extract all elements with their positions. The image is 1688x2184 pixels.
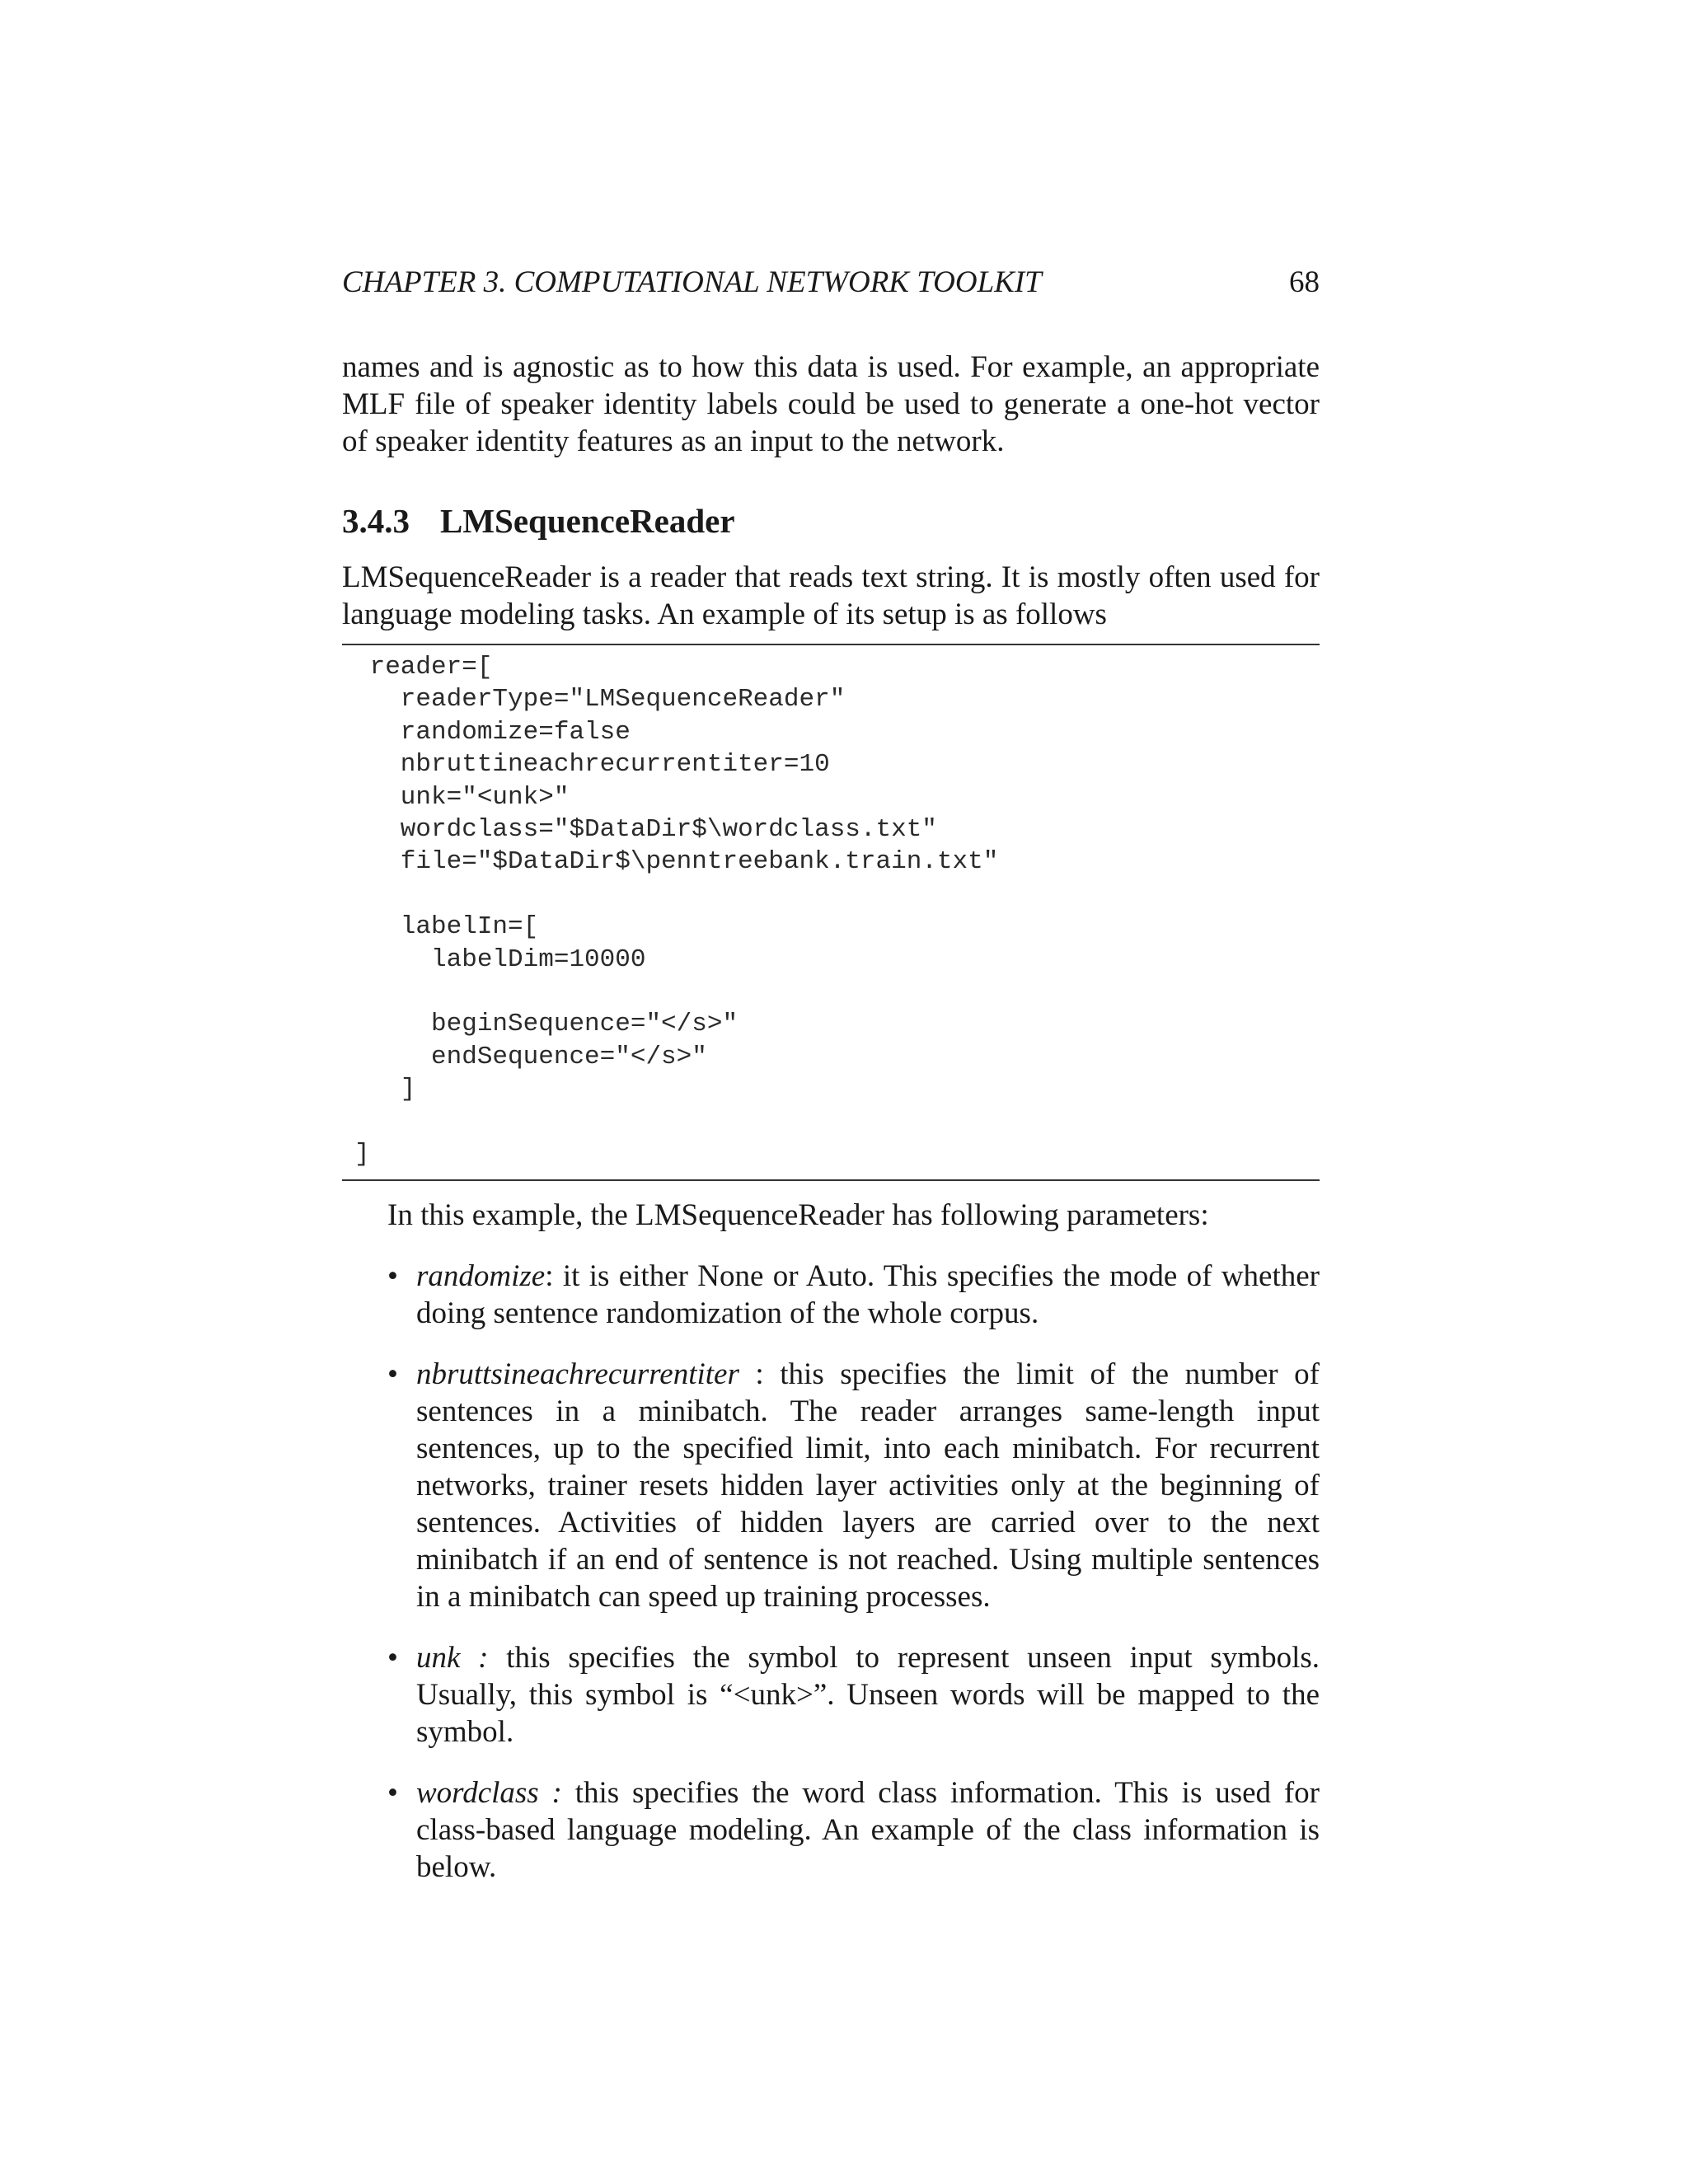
parameter-term: unk : — [416, 1641, 489, 1675]
bullet-icon: • — [387, 1641, 398, 1675]
parameter-description: : it is either None or Auto. This specifies the mode of whether doing sentence randomization of the whole corpus. — [416, 1259, 1320, 1330]
code-line: beginSequence="</s>" — [354, 1010, 738, 1039]
parameter-description: this specifies the word class information. This is used for class-based language modeling. An example of the class information is below. — [416, 1776, 1320, 1884]
running-header — [342, 262, 1320, 303]
code-bottom-rule — [342, 1179, 1320, 1181]
parameter-description: this specifies the symbol to represent unseen input symbols. Usually, this symbol is “<unk>”. Unseen words will be mapped to the symbol. — [416, 1641, 1320, 1749]
code-top-rule — [342, 644, 1320, 645]
lead-paragraph: names and is agnostic as to how this data is used. For example, an appropriate MLF file of speaker identity labels could be used to generate a one-hot vector of speaker identity features as an input to the network. — [342, 350, 1320, 458]
parameter-description: : this specifies the limit of the number of sentences in a minibatch. The reader arranges same-length input sentences, up to the specified limit, into each minibatch. For recurrent networks, trainer resets hidden layer activities only at the beginning of sentences. Activities of hidden layers are carried over to the next minibatch if an end of sentence is not reached. Using multiple sentences in a minibatch can speed up training processes. — [416, 1357, 1320, 1614]
code-listing — [354, 651, 998, 1171]
parameter-item — [387, 1258, 1320, 1332]
parameter-term: randomize — [416, 1259, 546, 1293]
code-line: file="$DataDir$\penntreebank.train.txt" — [354, 847, 999, 877]
code-line: randomize=false — [354, 717, 631, 747]
code-line: ] — [354, 1140, 370, 1169]
code-line: nbruttineachrecurrentiter=10 — [354, 750, 830, 780]
section-title: LMSequenceReader — [440, 502, 735, 540]
code-line: unk="<unk>" — [354, 782, 570, 812]
section-number: 3.4.3 — [342, 502, 410, 540]
parameter-list — [387, 1258, 1320, 1910]
code-line: reader=[ — [354, 653, 493, 682]
bullet-icon: • — [387, 1357, 398, 1391]
section-heading — [342, 498, 735, 544]
parameter-term: nbruttsineachrecurrentiter — [416, 1357, 739, 1391]
parameter-term: wordclass : — [416, 1776, 562, 1810]
code-line: labelIn=[ — [354, 912, 539, 942]
parameter-item — [387, 1639, 1320, 1750]
code-line: readerType="LMSequenceReader" — [354, 685, 846, 715]
parameter-item — [387, 1356, 1320, 1615]
bullet-icon: • — [387, 1259, 398, 1293]
parameter-item — [387, 1774, 1320, 1886]
code-line: labelDim=10000 — [354, 944, 646, 974]
page-number: 68 — [1289, 265, 1320, 299]
chapter-title: CHAPTER 3. COMPUTATIONAL NETWORK TOOLKIT — [342, 265, 1042, 299]
intro-paragraph: LMSequenceReader is a reader that reads text string. It is mostly often used for language modeling tasks. An example of its setup is as follows — [342, 560, 1320, 631]
code-line: wordclass="$DataDir$\wordclass.txt" — [354, 815, 937, 845]
params-paragraph: In this example, the LMSequenceReader has following parameters: — [387, 1198, 1209, 1232]
code-line: ] — [354, 1075, 416, 1104]
code-line: endSequence="</s>" — [354, 1042, 707, 1071]
bullet-icon: • — [387, 1776, 398, 1810]
